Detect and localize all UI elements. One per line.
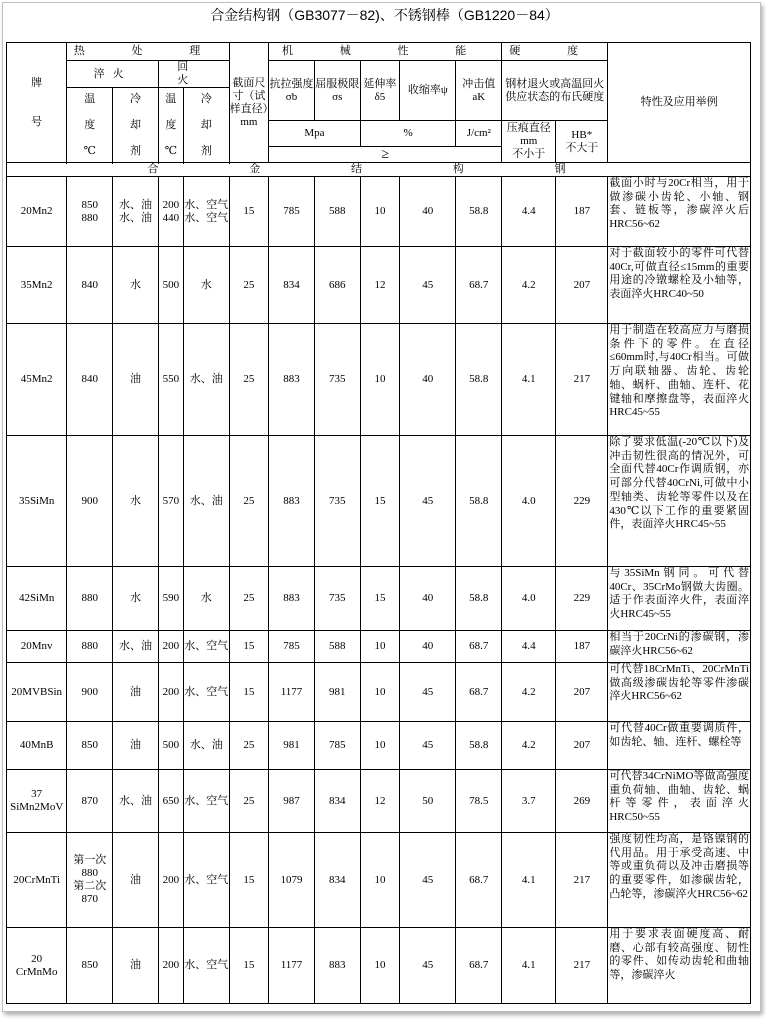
table-row xyxy=(7,770,751,833)
cell-section-size: 25 xyxy=(229,324,269,436)
header-grade: 牌 号 xyxy=(7,43,67,163)
cell-temper-coolant: 水、空气 水、空气 xyxy=(183,177,229,247)
cell-impact: 78.5 xyxy=(456,770,502,833)
cell-temper-temp: 570 xyxy=(158,436,183,567)
cell-hb: 207 xyxy=(556,722,608,770)
table-row xyxy=(7,324,751,436)
cell-temper-temp: 200 440 xyxy=(158,177,183,247)
header-unit-mpa: Mpa xyxy=(269,121,361,147)
cell-temper-temp: 650 xyxy=(158,770,183,833)
cell-temper-temp: 550 xyxy=(158,324,183,436)
header-tensile: 抗拉强度σb xyxy=(269,61,315,121)
cell-application: 可代替40Cr做重要调质件，如齿轮、轴、连杆、螺栓等 xyxy=(608,722,751,770)
cell-application: 相当于20CrNi的渗碳钢，渗碳淬火HRC56~62 xyxy=(608,631,751,663)
cell-elongation: 10 xyxy=(360,177,400,247)
header-quench: 淬火 xyxy=(67,61,159,88)
cell-grade: 42SiMn xyxy=(7,567,67,631)
cell-tensile: 834 xyxy=(269,247,315,324)
cell-indent: 4.1 xyxy=(502,324,556,436)
cell-tensile: 883 xyxy=(269,324,315,436)
cell-reduction: 40 xyxy=(400,177,456,247)
cell-impact: 68.7 xyxy=(456,833,502,928)
cell-hb: 229 xyxy=(556,567,608,631)
cell-elongation: 15 xyxy=(360,436,400,567)
cell-yield: 785 xyxy=(314,722,360,770)
cell-quench-temp: 850 xyxy=(67,722,113,770)
cell-yield: 588 xyxy=(314,177,360,247)
cell-elongation: 10 xyxy=(360,663,400,722)
table-row xyxy=(7,247,751,324)
cell-hb: 207 xyxy=(556,663,608,722)
table-row xyxy=(7,631,751,663)
header-unit-percent: % xyxy=(360,121,456,147)
cell-grade: 40MnB xyxy=(7,722,67,770)
cell-quench-coolant: 油 xyxy=(113,722,159,770)
section-label: 合 金 结 构 钢 xyxy=(7,163,751,177)
cell-grade: 35SiMn xyxy=(7,436,67,567)
cell-quench-coolant: 油 xyxy=(113,928,159,1004)
cell-indent: 3.7 xyxy=(502,770,556,833)
cell-impact: 68.7 xyxy=(456,663,502,722)
cell-temper-temp: 200 xyxy=(158,631,183,663)
header-hardness: 硬 度 xyxy=(502,43,608,61)
cell-tensile: 883 xyxy=(269,567,315,631)
cell-tensile: 981 xyxy=(269,722,315,770)
cell-section-size: 25 xyxy=(229,247,269,324)
cell-hb: 229 xyxy=(556,436,608,567)
cell-quench-coolant: 水 xyxy=(113,436,159,567)
header-impact: 冲击值aK xyxy=(456,61,502,121)
cell-quench-temp: 第一次 880 第二次 870 xyxy=(67,833,113,928)
cell-yield: 834 xyxy=(314,770,360,833)
cell-section-size: 15 xyxy=(229,833,269,928)
cell-hb: 217 xyxy=(556,928,608,1004)
cell-indent: 4.1 xyxy=(502,833,556,928)
cell-quench-temp: 880 xyxy=(67,567,113,631)
cell-application: 用于制造在较高应力与磨损条件下的零件。在直径≤60mm时,与40Cr相当。可做万向联轴器、齿轮、齿轮轴、蜗杆、曲轴、连杆、花键轴和摩擦盘等，表面淬火HRC45~55 xyxy=(608,324,751,436)
cell-impact: 58.8 xyxy=(456,436,502,567)
cell-impact: 68.7 xyxy=(456,928,502,1004)
cell-grade: 20MVBSin xyxy=(7,663,67,722)
cell-yield: 735 xyxy=(314,567,360,631)
cell-reduction: 45 xyxy=(400,722,456,770)
header-quench-temp: 温 度 ℃ xyxy=(67,88,113,163)
cell-quench-coolant: 油 xyxy=(113,324,159,436)
table-row xyxy=(7,833,751,928)
cell-temper-temp: 200 xyxy=(158,928,183,1004)
cell-application: 强度韧性均高，是铬镍钢的代用品。用于承受高速、中等或重负荷以及冲击磨损等的重要零件，如渗碳齿轮，凸轮等，渗碳淬火HRC56~62 xyxy=(608,833,751,928)
cell-quench-coolant: 水、油 水、油 xyxy=(113,177,159,247)
cell-reduction: 45 xyxy=(400,928,456,1004)
cell-temper-temp: 200 xyxy=(158,663,183,722)
cell-temper-temp: 500 xyxy=(158,247,183,324)
cell-section-size: 15 xyxy=(229,928,269,1004)
cell-elongation: 12 xyxy=(360,770,400,833)
header-quench-coolant: 冷 却 剂 xyxy=(113,88,159,163)
cell-quench-temp: 840 xyxy=(67,324,113,436)
cell-hb: 217 xyxy=(556,833,608,928)
cell-reduction: 45 xyxy=(400,833,456,928)
cell-quench-coolant: 水、油 xyxy=(113,631,159,663)
table-row xyxy=(7,177,751,247)
cell-elongation: 15 xyxy=(360,567,400,631)
page-title: 合金结构钢（GB3077－82)、不锈钢棒（GB1220－84） xyxy=(210,7,559,23)
cell-hb: 187 xyxy=(556,177,608,247)
cell-reduction: 40 xyxy=(400,324,456,436)
cell-reduction: 40 xyxy=(400,631,456,663)
header-hardness-desc: 钢材退火或高温回火供应状态的布氏硬度 xyxy=(502,61,608,121)
steel-table xyxy=(6,42,751,1004)
table-row xyxy=(7,436,751,567)
cell-quench-coolant: 水、油 xyxy=(113,770,159,833)
cell-indent: 4.2 xyxy=(502,247,556,324)
cell-temper-coolant: 水、空气 xyxy=(183,663,229,722)
cell-quench-temp: 880 xyxy=(67,631,113,663)
cell-application: 可代替18CrMnTi、20CrMnTi做高级渗碳齿轮等零件渗碳淬火HRC56~62 xyxy=(608,663,751,722)
cell-quench-temp: 840 xyxy=(67,247,113,324)
cell-application: 截面小时与20Cr相当，用于做渗碳小齿轮、小轴、钢套、链板等，渗碳淬火后HRC56~62 xyxy=(608,177,751,247)
cell-hb: 217 xyxy=(556,324,608,436)
cell-impact: 58.8 xyxy=(456,567,502,631)
table-row xyxy=(7,663,751,722)
cell-section-size: 15 xyxy=(229,631,269,663)
cell-application: 与35SiMn钢同。可代替40Cr、35CrMo钢做大齿圈。适于作表面淬火件，表面淬火HRC45~55 xyxy=(608,567,751,631)
cell-yield: 883 xyxy=(314,928,360,1004)
cell-impact: 68.7 xyxy=(456,247,502,324)
cell-impact: 58.8 xyxy=(456,722,502,770)
cell-section-size: 15 xyxy=(229,663,269,722)
cell-grade: 37 SiMn2MoV xyxy=(7,770,67,833)
header-yield: 屈服极限σs xyxy=(314,61,360,121)
cell-section-size: 25 xyxy=(229,770,269,833)
cell-temper-coolant: 水、油 xyxy=(183,436,229,567)
table-row xyxy=(7,928,751,1004)
cell-quench-coolant: 水 xyxy=(113,567,159,631)
cell-temper-temp: 500 xyxy=(158,722,183,770)
cell-yield: 735 xyxy=(314,436,360,567)
cell-application: 可代替34CrNiMO等做高强度重负荷轴、曲轴、齿轮、蜗杆等零件，表面淬火HRC50~55 xyxy=(608,770,751,833)
cell-yield: 834 xyxy=(314,833,360,928)
header-hb: HB* 不大于 xyxy=(556,121,608,163)
cell-quench-coolant: 油 xyxy=(113,663,159,722)
header-temper-coolant: 冷 却 剂 xyxy=(183,88,229,163)
cell-reduction: 45 xyxy=(400,247,456,324)
cell-indent: 4.0 xyxy=(502,436,556,567)
header-reduction: 收缩率ψ xyxy=(400,61,456,121)
cell-tensile: 785 xyxy=(269,177,315,247)
cell-impact: 68.7 xyxy=(456,631,502,663)
cell-tensile: 1177 xyxy=(269,663,315,722)
cell-reduction: 45 xyxy=(400,436,456,567)
cell-quench-temp: 850 xyxy=(67,928,113,1004)
cell-indent: 4.2 xyxy=(502,722,556,770)
header-elongation: 延伸率δ5 xyxy=(360,61,400,121)
cell-temper-coolant: 水 xyxy=(183,567,229,631)
cell-elongation: 10 xyxy=(360,928,400,1004)
cell-indent: 4.4 xyxy=(502,631,556,663)
cell-grade: 35Mn2 xyxy=(7,247,67,324)
cell-yield: 686 xyxy=(314,247,360,324)
cell-indent: 4.0 xyxy=(502,567,556,631)
cell-hb: 207 xyxy=(556,247,608,324)
cell-section-size: 15 xyxy=(229,177,269,247)
cell-hb: 187 xyxy=(556,631,608,663)
cell-temper-coolant: 水、空气 xyxy=(183,928,229,1004)
cell-quench-temp: 850 880 xyxy=(67,177,113,247)
cell-application: 除了要求低温(-20℃以下)及冲击韧性很高的情况外，可全面代替40Cr作调质钢，亦可部分代替40CrNi,可做中小型轴类、齿轮等零件以及在430℃以下工作的重要紧固件，表面淬火HRC45~55 xyxy=(608,436,751,567)
cell-hb: 269 xyxy=(556,770,608,833)
cell-temper-coolant: 水、空气 xyxy=(183,833,229,928)
cell-tensile: 785 xyxy=(269,631,315,663)
cell-tensile: 883 xyxy=(269,436,315,567)
header-ge: ≥ xyxy=(269,147,502,163)
table-row xyxy=(7,722,751,770)
cell-tensile: 1079 xyxy=(269,833,315,928)
header-mechanical: 机 械 性 能 xyxy=(269,43,502,61)
cell-impact: 58.8 xyxy=(456,324,502,436)
cell-temper-coolant: 水、油 xyxy=(183,324,229,436)
cell-grade: 20CrMnTi xyxy=(7,833,67,928)
cell-grade: 20Mnv xyxy=(7,631,67,663)
cell-tensile: 1177 xyxy=(269,928,315,1004)
cell-application: 用于要求表面硬度高、耐磨、心部有较高强度、韧性的零件、如传动齿轮和曲轴等，渗碳淬火 xyxy=(608,928,751,1004)
cell-temper-coolant: 水、空气 xyxy=(183,631,229,663)
cell-grade: 20 CrMnMo xyxy=(7,928,67,1004)
header-heat-treatment: 热 处 理 xyxy=(67,43,229,61)
header-temper: 回 火 xyxy=(158,61,229,88)
cell-yield: 735 xyxy=(314,324,360,436)
header-section-size: 截面尺寸（试样直径）mm xyxy=(229,43,269,163)
table-row xyxy=(7,567,751,631)
cell-yield: 588 xyxy=(314,631,360,663)
cell-temper-coolant: 水、空气 xyxy=(183,770,229,833)
cell-reduction: 40 xyxy=(400,567,456,631)
cell-reduction: 50 xyxy=(400,770,456,833)
cell-quench-temp: 900 xyxy=(67,436,113,567)
header-unit-jcm: J/cm² xyxy=(456,121,502,147)
header-application: 特性及应用举例 xyxy=(608,43,751,163)
cell-grade: 45Mn2 xyxy=(7,324,67,436)
cell-section-size: 25 xyxy=(229,436,269,567)
cell-reduction: 45 xyxy=(400,663,456,722)
cell-grade: 20Mn2 xyxy=(7,177,67,247)
cell-indent: 4.2 xyxy=(502,663,556,722)
cell-section-size: 25 xyxy=(229,722,269,770)
cell-elongation: 10 xyxy=(360,631,400,663)
cell-elongation: 12 xyxy=(360,247,400,324)
cell-quench-temp: 900 xyxy=(67,663,113,722)
cell-temper-temp: 590 xyxy=(158,567,183,631)
cell-quench-coolant: 水 xyxy=(113,247,159,324)
cell-indent: 4.1 xyxy=(502,928,556,1004)
cell-application: 对于截面较小的零件可代替40Cr,可做直径≤15mm的重要用途的冷镦螺栓及小轴等，表面淬火HRC40~50 xyxy=(608,247,751,324)
cell-quench-coolant: 油 xyxy=(113,833,159,928)
cell-temper-coolant: 水 xyxy=(183,247,229,324)
header-temper-temp: 温 度 ℃ xyxy=(158,88,183,163)
cell-temper-coolant: 水、油 xyxy=(183,722,229,770)
header-indent: 压痕直径mm 不小于 xyxy=(502,121,556,163)
cell-impact: 58.8 xyxy=(456,177,502,247)
cell-elongation: 10 xyxy=(360,833,400,928)
cell-temper-temp: 200 xyxy=(158,833,183,928)
cell-yield: 981 xyxy=(314,663,360,722)
cell-elongation: 10 xyxy=(360,722,400,770)
cell-section-size: 25 xyxy=(229,567,269,631)
cell-indent: 4.4 xyxy=(502,177,556,247)
cell-quench-temp: 870 xyxy=(67,770,113,833)
cell-tensile: 987 xyxy=(269,770,315,833)
cell-elongation: 10 xyxy=(360,324,400,436)
